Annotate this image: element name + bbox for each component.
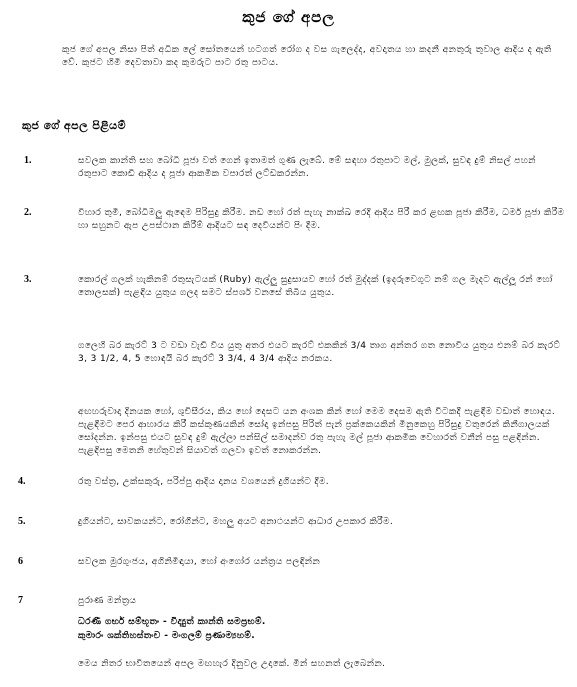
- item-number: 3.: [24, 274, 32, 285]
- intro-paragraph: කුජ ගේ අපල නිසා පිත් අධික ලේ සෝතයෙන් හටගත් රෝග ද වස ගැලෙද්ද, අවදාතය හා කදනී අනතුරු තුවාල ආදිය ද ඇති වේ. කුජට හිමි දෙවතාවා කද කුමරුට පාට රතු පාටය.: [62, 45, 552, 68]
- item-text: විහාර තුමි, බෝධිමලු ඇඳෙම පිරිසුදු කිරීම. නඩ හෝ රත් පැහැ නාක්ඛ රෙදි ආදිය පිරී කර ළඟක පූජා කිරීම, ධර්ම පූජා කිරීම හා සහුනට ඇප උපස්ථාන කිරීම් ආදියට සඳ දෙවියන්ට පිං දීම.: [78, 208, 565, 231]
- item-number: 5.: [18, 516, 26, 527]
- item-text: කොරල් ගලක් හැකිනම් රතුසැටයක් (Ruby) ඇල්ලු සුදුසායව හෝ රත් මුද්දක් (ඉදරුවෙගුට නම් ගල මැදට ඇල්ලූ රන් හෝ තොලසක්) පැළඳිය යුතුය ගලද සමට ස්පර්ශ වනසේ තිබිය යුතුය.: [78, 275, 553, 298]
- item-number: 2.: [24, 207, 32, 218]
- closing-line: මෙය නිතර භාවිතයෙන් අපල මඟහැර දිනුවල උදාකේ. මින් සහනත් ලැබෙන්න.: [78, 659, 386, 669]
- item-text-wearing: අඟහරුවාදා දිනයක හෝ, ශුචිසීරය, කිය හෝ දෙසට යන අංශක කින් හෝ මෙම දෙසම ඇති විටකදී පැළඳීම වඩාත් හොඳය. පැළඳීමට පෙර ආහාරය කිරී කස්කුණයකින් සෝදා ඉන්පසු පිරිත් පැන් ප්‍රක්කෙයකින් මිනුකෙහු පිරිසුදු වතුරෙන් කිනීගාලයක් සෝදන්න. ඉන්පසු එයට සුවඳ දුම් ඇල්ලා පන්සිල් සමාදන්ව රතු පැහැ මල් පූජා ආකමික වෙහාරත් වනීන් පසු පළඳින්න. පැළඳිපසු මෙතනි හේතුවන් සියාවත් ගලවා ඉවත් නොකරන්න.: [78, 407, 556, 456]
- mantra-line-1: ධරණී ගර්භ සම්භූතං - විද්‍යුත් කාන්ති සමප්‍රභම්.: [78, 617, 266, 627]
- item-text: සවලක මුරගුංජය, අගිනිමිඳායා, හෝ අංගෝර යන්ත්‍රය පලඳින්න: [78, 557, 321, 567]
- item-number: 6: [18, 556, 23, 567]
- item-text: දුගියන්ට, සාවකයන්ට, රෝගීන්ට, මහලු අයට අනාථයන්ට ආධාර උපකාර කිරීම.: [78, 517, 394, 527]
- remedies-heading: කුජ ගේ අපල පිළියම්: [22, 119, 126, 132]
- item-text: සවලක කාන්ති සහ බෝධි පූජා වත් ගෙන් ඉතාමත් ගුණ ලැබේ. මේ සඳහා රතුපාට මල්, මුලක්, සුවඳ දුම් නිසල් පහන් රතුපාට කොඩි ආදිය ද පූජා ආකමික වපාරත් ලට්ඩකරන්න.: [78, 156, 536, 179]
- item-number: 7: [18, 595, 23, 606]
- item-text-weight: ගලෙහි බර කැරට් 3 ට වඩා වැඩි විය යුතු අතර එයට කැරට් එකකින් 3/4 තාග අන්තර ගත නොවිය යුතුය එනම් බර කැරට් 3, 3 1/2, 4, 5 හොඳයි බර කැරට් 3 3/4, 4 3/4 ආදිය නරකය.: [78, 341, 561, 364]
- mantra-line-2: කුමාරං ශක්තිහස්තංච - මංගලම් ප්‍රණාම්‍යහම්.: [78, 631, 256, 641]
- item-text: පුරාණ මන්ත්‍රය: [78, 596, 137, 606]
- page-title: කුජ ගේ අපල: [242, 8, 335, 26]
- item-text: රතු වස්ත්‍ර, උක්සකුරු, පරිප්පු ආදිය දානය වශයෙන් දුගියන්ට දීම.: [78, 477, 329, 487]
- item-number: 4.: [18, 476, 26, 487]
- item-number: 1.: [24, 155, 32, 166]
